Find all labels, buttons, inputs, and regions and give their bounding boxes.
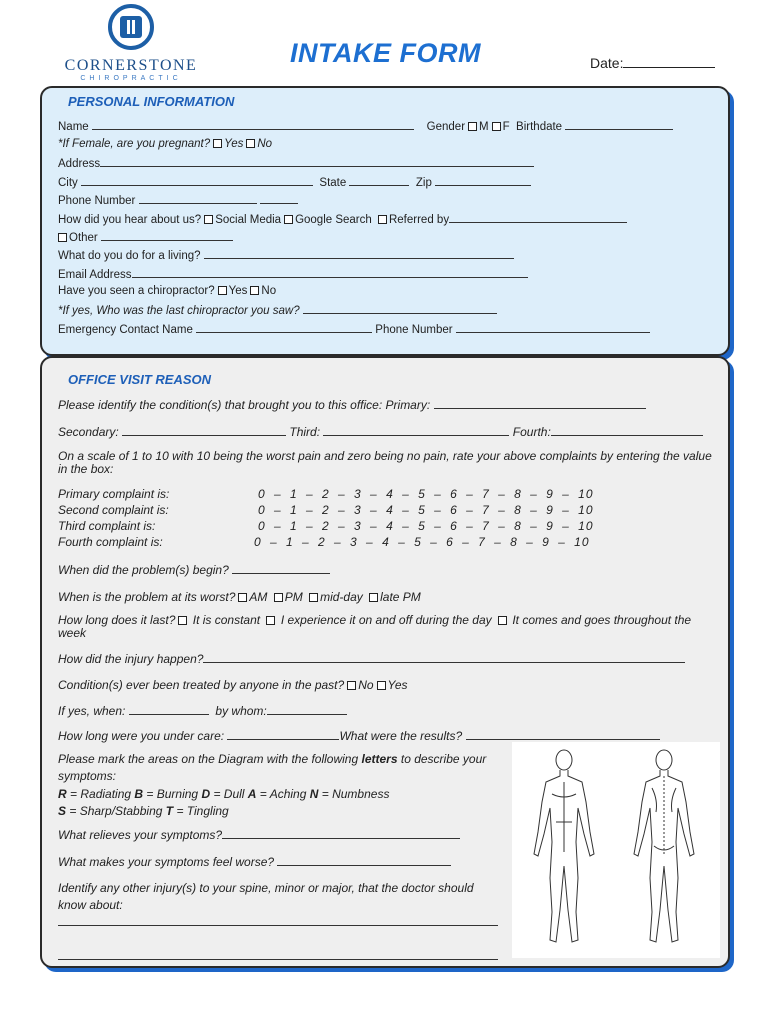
mark-areas-instructions	[58, 751, 498, 785]
city-label: City	[58, 177, 78, 189]
gender-f-label: F	[502, 121, 510, 133]
zip-field[interactable]	[435, 175, 531, 186]
emergency-name-field[interactable]	[196, 322, 372, 333]
treated-before-label: Condition(s) ever been treated by anyone in the past?	[58, 678, 345, 692]
mark-areas-text-2: to describe your symptoms:	[58, 752, 487, 783]
seen-chiro-row	[58, 285, 276, 297]
email-field[interactable]	[132, 267, 528, 278]
mark-areas-text: Please mark the areas on the Diagram with the following	[58, 752, 362, 766]
condition-primary-field[interactable]	[434, 398, 646, 409]
legend-letter: A	[247, 787, 257, 801]
worst-pm-checkbox[interactable]	[274, 593, 283, 602]
pregnant-question: *If Female, are you pregnant?	[58, 138, 211, 150]
hear-other-field[interactable]	[101, 230, 233, 241]
worst-midday-label: mid-day	[320, 590, 363, 604]
secondary-field[interactable]	[122, 425, 286, 436]
last-chiro-field[interactable]	[303, 303, 497, 314]
seen-chiro-no-checkbox[interactable]	[250, 286, 259, 295]
phone-row	[58, 193, 298, 207]
relieves-field[interactable]	[222, 828, 460, 839]
scale-label: Fourth complaint is:	[58, 535, 163, 549]
email-row	[58, 267, 528, 281]
form-title: INTAKE FORM	[290, 38, 481, 68]
relieves-row	[58, 828, 460, 842]
legend-meaning: = Tingling	[173, 804, 229, 818]
pain-scale[interactable]: 0 – 1 – 2 – 3 – 4 – 5 – 6 – 7 – 8 – 9 – 10	[258, 519, 594, 533]
third-label: Third:	[289, 425, 321, 439]
seen-chiro-question: Have you seen a chiropractor?	[58, 285, 215, 297]
name-label: Name	[58, 121, 89, 133]
pain-scale[interactable]: 0 – 1 – 2 – 3 – 4 – 5 – 6 – 7 – 8 – 9 – 10	[254, 535, 590, 549]
address-label: Address	[58, 158, 101, 170]
hear-google-label: Google Search	[295, 214, 372, 226]
fourth-label: Fourth:	[512, 425, 551, 439]
gender-m-checkbox[interactable]	[468, 122, 477, 131]
city-row	[58, 175, 531, 189]
symptom-legend-line-1	[58, 787, 389, 801]
pregnant-yes-label: Yes	[224, 138, 244, 150]
scale-label: Primary complaint is:	[58, 487, 170, 501]
worst-time-label: When is the problem at its worst?	[58, 590, 236, 604]
scale-row-primary	[58, 487, 594, 501]
scale-label: Second complaint is:	[58, 503, 169, 517]
gender-m-label: M	[479, 121, 489, 133]
legend-meaning: = Sharp/Stabbing	[66, 804, 166, 818]
other-injury-field-2[interactable]	[58, 959, 498, 960]
hear-other-label: Other	[69, 232, 98, 244]
worst-time-row	[58, 590, 421, 604]
pregnant-no-label: No	[257, 138, 273, 150]
scale-row-third	[58, 519, 594, 533]
scale-row-fourth	[58, 535, 590, 549]
visit-section-title: OFFICE VISIT REASON	[68, 372, 212, 387]
seen-chiro-no-label: No	[261, 285, 277, 297]
on-off-checkbox[interactable]	[266, 616, 275, 625]
birthdate-label: Birthdate	[516, 121, 563, 133]
name-row	[58, 119, 673, 133]
mark-areas-bold: letters	[361, 752, 398, 766]
problem-begin-row	[58, 563, 330, 577]
problem-begin-field[interactable]	[232, 563, 330, 574]
living-question: What do you do for a living?	[58, 250, 201, 262]
legend-meaning: = Numbness	[318, 787, 390, 801]
if-yes-when-field[interactable]	[129, 704, 209, 715]
hear-question: How did you hear about us?	[58, 214, 202, 226]
fourth-field[interactable]	[551, 425, 703, 436]
worst-pm-label: PM	[284, 590, 303, 604]
date-field[interactable]	[590, 55, 715, 71]
treated-no-checkbox[interactable]	[347, 681, 356, 690]
hear-social-label: Social Media	[215, 214, 282, 226]
treated-no-label: No	[358, 678, 374, 692]
worst-latepm-checkbox[interactable]	[369, 593, 378, 602]
seen-chiro-yes-checkbox[interactable]	[218, 286, 227, 295]
constant-label: It is constant	[192, 613, 261, 627]
treated-yes-checkbox[interactable]	[377, 681, 386, 690]
how-long-last-row	[58, 614, 718, 640]
other-injury-field-1[interactable]	[58, 925, 498, 926]
condition-primary-row	[58, 398, 646, 412]
emergency-label: Emergency Contact Name	[58, 324, 193, 336]
condition-primary-label: Please identify the condition(s) that brought you to this office: Primary:	[58, 398, 431, 412]
hear-about-row	[58, 212, 627, 226]
phone-label: Phone Number	[58, 195, 136, 207]
legend-meaning: = Dull	[210, 787, 248, 801]
comes-goes-checkbox[interactable]	[498, 616, 507, 625]
comes-goes-label: It comes and goes throughout the week	[58, 613, 692, 640]
zip-label: Zip	[415, 177, 432, 189]
personal-information-panel	[40, 86, 730, 356]
logo-name: CORNERSTONE	[64, 57, 198, 74]
personal-section-title: PERSONAL INFORMATION	[68, 94, 235, 109]
by-whom-field[interactable]	[267, 704, 347, 715]
living-field[interactable]	[204, 248, 514, 259]
date-label: Date:	[590, 55, 624, 71]
constant-checkbox[interactable]	[178, 616, 187, 625]
legend-letter: B	[134, 787, 144, 801]
hear-other-row	[58, 230, 233, 244]
worst-am-checkbox[interactable]	[238, 593, 247, 602]
city-field[interactable]	[81, 175, 313, 186]
last-chiro-row	[58, 303, 497, 317]
injury-happen-row	[58, 652, 685, 666]
worst-midday-checkbox[interactable]	[309, 593, 318, 602]
how-long-last-label: How long does it last?	[58, 613, 176, 627]
results-label: What were the results?	[339, 729, 463, 743]
address-row	[58, 156, 534, 170]
scale-label: Third complaint is:	[58, 519, 156, 533]
date-blank[interactable]	[623, 56, 715, 68]
treated-yes-label: Yes	[387, 678, 408, 692]
state-label: State	[319, 177, 347, 189]
phone-field[interactable]	[139, 193, 257, 204]
worst-am-label: AM	[249, 590, 268, 604]
injury-happen-field[interactable]	[203, 652, 685, 663]
birthdate-field[interactable]	[565, 119, 673, 130]
logo-subtitle: CHIROPRACTIC	[80, 75, 182, 82]
legend-letter: N	[309, 787, 319, 801]
relieves-label: What relieves your symptoms?	[58, 828, 223, 842]
if-yes-when-label: If yes, when:	[58, 704, 126, 718]
name-field[interactable]	[92, 119, 414, 130]
worse-field[interactable]	[277, 855, 451, 866]
hear-other-checkbox[interactable]	[58, 233, 67, 242]
pregnant-yes-checkbox[interactable]	[213, 139, 222, 148]
body-outline-icon	[512, 742, 720, 958]
emergency-row	[58, 322, 650, 336]
injury-happen-label: How did the injury happen?	[58, 652, 204, 666]
if-yes-when-row	[58, 704, 347, 718]
by-whom-label: by whom:	[215, 704, 267, 718]
emergency-phone-field[interactable]	[456, 322, 650, 333]
secondary-label: Secondary:	[58, 425, 119, 439]
seen-chiro-yes-label: Yes	[228, 285, 248, 297]
pregnant-no-checkbox[interactable]	[246, 139, 255, 148]
cornerstone-logo	[56, 2, 206, 84]
address-field[interactable]	[100, 156, 534, 167]
pregnant-row	[58, 138, 272, 150]
state-field[interactable]	[349, 175, 409, 186]
legend-letter: S	[58, 804, 67, 818]
hear-referred-checkbox[interactable]	[378, 215, 387, 224]
results-field[interactable]	[466, 729, 660, 740]
form-header	[0, 0, 770, 90]
legend-meaning: = Aching	[256, 787, 310, 801]
body-diagram[interactable]	[512, 742, 720, 958]
office-visit-panel	[40, 356, 730, 968]
pain-scale[interactable]: 0 – 1 – 2 – 3 – 4 – 5 – 6 – 7 – 8 – 9 – 10	[258, 487, 594, 501]
pain-scale[interactable]: 0 – 1 – 2 – 3 – 4 – 5 – 6 – 7 – 8 – 9 – 10	[258, 503, 594, 517]
worse-row	[58, 855, 451, 869]
scale-instructions: On a scale of 1 to 10 with 10 being the worst pain and zero being no pain, rate your above complaints by entering the value in the box:	[58, 449, 712, 476]
email-label: Email Address	[58, 269, 132, 281]
treated-before-row	[58, 678, 408, 692]
gender-label: Gender	[426, 121, 466, 133]
scale-row-second	[58, 503, 594, 517]
worse-label: What makes your symptoms feel worse?	[58, 855, 275, 869]
legend-meaning: = Burning	[143, 787, 202, 801]
legend-letter: D	[201, 787, 211, 801]
gender-f-checkbox[interactable]	[492, 122, 501, 131]
other-injury-label: Identify any other injury(s) to your spine, minor or major, that the doctor should know about:	[58, 881, 474, 912]
worst-latepm-label: late PM	[380, 590, 421, 604]
on-off-label: I experience it on and off during the day	[280, 613, 492, 627]
emergency-phone-label: Phone Number	[375, 324, 453, 336]
referred-by-field[interactable]	[449, 212, 627, 223]
hear-google-checkbox[interactable]	[284, 215, 293, 224]
last-chiro-question: *If yes, Who was the last chiropractor you saw?	[58, 305, 300, 317]
under-care-field[interactable]	[227, 729, 339, 740]
condition-other-row	[58, 425, 703, 439]
living-row	[58, 248, 514, 262]
under-care-row	[58, 729, 660, 743]
legend-letter: T	[165, 804, 174, 818]
third-field[interactable]	[323, 425, 509, 436]
problem-begin-label: When did the problem(s) begin?	[58, 563, 229, 577]
symptom-legend-line-2	[58, 804, 229, 818]
legend-letter: R	[58, 787, 67, 801]
phone-field-ext[interactable]	[260, 193, 298, 204]
hear-social-checkbox[interactable]	[204, 215, 213, 224]
legend-meaning: = Radiating	[66, 787, 135, 801]
logo-emblem-icon	[108, 4, 154, 50]
hear-referred-label: Referred by	[388, 214, 450, 226]
under-care-label: How long were you under care:	[58, 729, 225, 743]
